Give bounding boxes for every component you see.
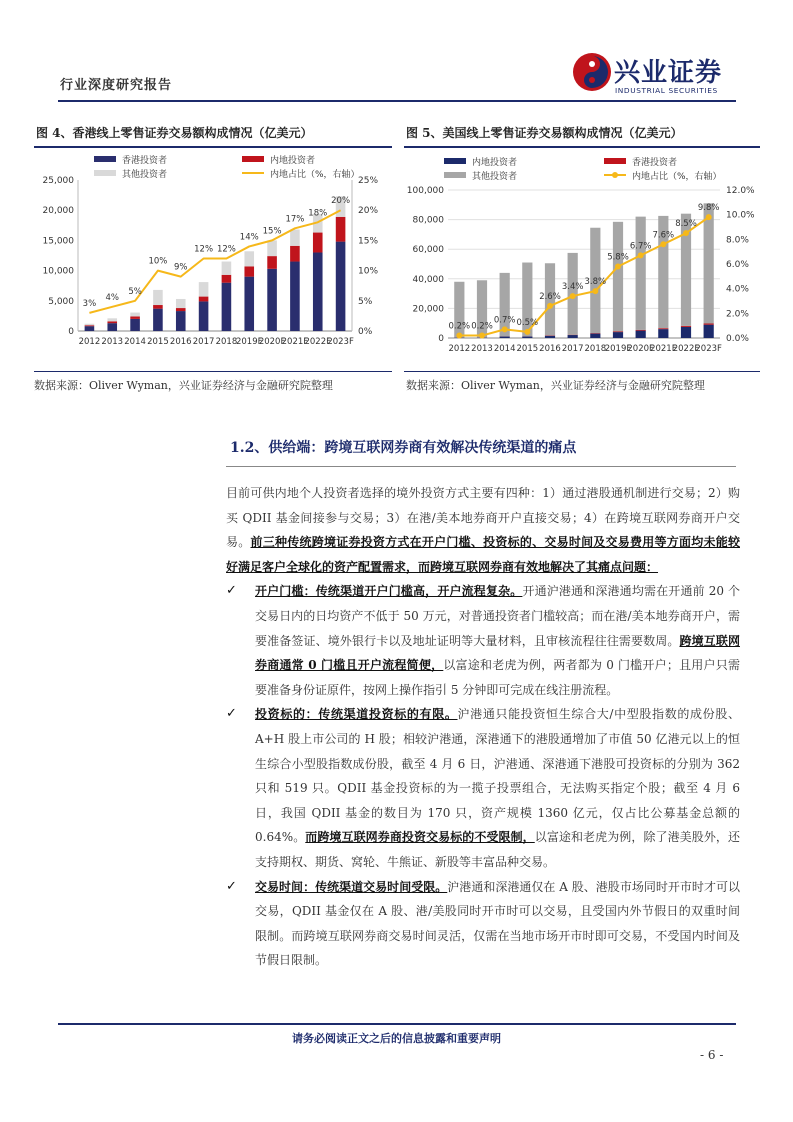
x-tick-label: 2021F — [281, 337, 309, 347]
x-tick-label: 2021F — [650, 344, 677, 354]
share-data-label: 10% — [148, 256, 168, 267]
y2-tick-label: 10.0% — [726, 210, 755, 221]
y2-tick-label: 15% — [358, 236, 379, 247]
intro-text: 目前可供内地个人投资者选择的境外投资方式主要有四种：1）通过港股通机制进行交易；2）购买 QDII 基金间接参与交易；3）在港/美本地券商开户直接交易；4）在跨境互联网券商开户交易。 — [226, 486, 740, 550]
bar-segment — [199, 282, 209, 296]
bar-segment — [290, 230, 300, 246]
share-point — [524, 329, 530, 335]
pain-point-list — [226, 579, 740, 973]
share-point — [638, 252, 644, 258]
legend-label: 其他投资者 — [472, 172, 518, 182]
bar-segment — [222, 262, 232, 275]
x-tick-label: 2022F — [304, 337, 332, 347]
bar-segment — [222, 275, 232, 283]
share-data-label: 14% — [239, 232, 259, 243]
figure4-source-rule — [34, 371, 392, 372]
y2-tick-label: 12.0% — [726, 186, 755, 196]
brand-name-en: INDUSTRIAL SECURITIES — [615, 86, 718, 95]
bullet-text: 开通沪港通和深港通均需在开通前 20 个交易日内的日均资产不低于 50 万元，对普通投资者门槛较高；而在港/美本地券商开户，需要准备签证、境外银行卡以及地址证明等大量材料，且审核流程往往需要数周。 — [255, 584, 740, 648]
legend-marker — [612, 172, 618, 178]
y2-tick-label: 25% — [358, 176, 379, 186]
y-tick-label: 40,000 — [412, 274, 444, 285]
bar-segment — [568, 335, 578, 338]
share-data-label: 15% — [262, 226, 282, 237]
bar-segment — [244, 277, 254, 331]
share-point — [706, 214, 712, 220]
bullet-text: 沪港通和深港通仅在 A 股、港股市场同时开市时才可以交易，QDII 基金仅在 A 股、港/美股同时开市时可以交易，且受国内外节假日的双重时间限制。而跨境互联网券商交易时间灵活，仅需在当地市场开市时即可交易，不受国内时间及节假日限制。 — [255, 879, 740, 968]
bar-segment — [336, 242, 346, 331]
x-tick-label: 2016 — [169, 337, 192, 347]
bullet-text: 以富途和老虎为例，除了港美股外，还支持期权、期货、窝轮、牛熊证、新股等丰富品种交易。 — [255, 830, 740, 869]
share-data-label: 5.8% — [607, 252, 629, 263]
bar-segment — [636, 331, 646, 338]
bar-segment — [658, 329, 668, 338]
x-tick-label: 2020F — [258, 337, 286, 347]
legend-swatch — [444, 172, 466, 178]
bar-segment — [613, 222, 623, 332]
brand-name: 兴业证券 — [614, 58, 723, 88]
share-data-label: 18% — [308, 208, 328, 219]
check-icon: ✓ — [226, 583, 237, 599]
share-point — [660, 241, 666, 247]
x-tick-label: 2023F — [327, 337, 354, 347]
bullet-emphasis: 跨境互联网券商通常 0 门槛且开户流程简便， — [255, 633, 740, 673]
y-tick-label: 20,000 — [42, 206, 74, 217]
bar-segment — [500, 337, 510, 338]
x-tick-label: 2019F — [235, 337, 263, 347]
figure4-source: 数据来源：Oliver Wyman，兴业证券经济与金融研究院整理 — [34, 379, 333, 392]
x-tick-label: 2015 — [516, 344, 539, 354]
bar-segment — [85, 326, 95, 331]
bar-segment — [681, 326, 691, 327]
y-tick-label: 10,000 — [42, 266, 74, 277]
x-tick-label: 2017 — [192, 337, 215, 347]
share-data-label: 3.8% — [584, 277, 607, 288]
share-point — [479, 333, 485, 339]
x-tick-label: 2012 — [448, 344, 471, 354]
x-tick-label: 2013 — [101, 337, 124, 347]
bar-segment — [636, 217, 646, 330]
figure4-chart — [34, 148, 394, 368]
y2-tick-label: 2.0% — [726, 309, 749, 320]
footer-disclaimer: 请务必阅读正文之后的信息披露和重要声明 — [292, 1032, 501, 1045]
footer-rule — [58, 1023, 736, 1025]
y-tick-label: 20,000 — [412, 304, 444, 315]
x-tick-label: 2016 — [539, 344, 561, 354]
y-tick-label: 80,000 — [412, 215, 444, 226]
legend-swatch — [94, 156, 116, 162]
intro-paragraph — [226, 481, 740, 579]
header-rule — [58, 100, 736, 102]
bar-segment — [153, 305, 163, 309]
share-point — [547, 303, 553, 309]
share-data-label: 2.6% — [539, 291, 561, 302]
x-tick-label: 2017 — [561, 344, 584, 354]
share-data-label: 3.4% — [561, 282, 584, 293]
legend-label: 内地投资者 — [472, 158, 518, 168]
share-data-label: 17% — [285, 214, 305, 225]
bullet-lead: 交易时间：传统渠道交易时间受限。 — [255, 879, 448, 894]
x-tick-label: 2012 — [78, 337, 101, 347]
list-item — [226, 579, 740, 702]
bar-segment — [681, 327, 691, 338]
bullet-emphasis: 而跨境互联网券商投资交易标的不受限制， — [305, 830, 535, 845]
section-rule — [226, 466, 736, 467]
bar-segment — [130, 319, 140, 331]
bar-segment — [85, 324, 95, 326]
legend-swatch — [242, 156, 264, 162]
bullet-lead: 开户门槛：传统渠道开户门槛高，开户流程复杂。 — [255, 584, 523, 599]
x-tick-label: 2020F — [627, 344, 654, 354]
bar-segment — [636, 330, 646, 331]
y2-tick-label: 5% — [358, 296, 373, 307]
legend-label: 内地投资者 — [270, 156, 316, 166]
legend-swatch — [94, 170, 116, 176]
x-tick-label: 2013 — [471, 344, 493, 354]
bar-segment — [290, 262, 300, 331]
bar-segment — [290, 246, 300, 262]
legend-swatch — [604, 158, 626, 164]
bar-segment — [176, 308, 186, 311]
section-body — [226, 481, 740, 973]
bar-segment — [222, 283, 232, 331]
legend-label: 其他投资者 — [122, 170, 168, 180]
legend-label: 香港投资者 — [122, 156, 168, 166]
bullet-text: 以富途和老虎为例，两者都为 0 门槛开户；且用户只需要准备身份证原件，按网上操作指引 5 分钟即可完成在线注册流程。 — [255, 658, 740, 697]
figure4-title: 图 4、香港线上零售证券交易额构成情况（亿美元） — [36, 126, 313, 140]
bar-segment — [704, 325, 714, 338]
bar-segment — [313, 233, 323, 253]
share-data-label: 0.2% — [471, 321, 493, 332]
share-data-label: 0.2% — [448, 321, 471, 332]
share-data-label: 8.5% — [675, 219, 697, 230]
y-tick-label: 0 — [438, 334, 444, 344]
bar-segment — [590, 334, 600, 338]
report-type: 行业深度研究报告 — [60, 78, 173, 93]
y2-tick-label: 10% — [358, 266, 379, 277]
check-icon: ✓ — [226, 706, 237, 722]
figure5-source: 数据来源：Oliver Wyman，兴业证券经济与金融研究院整理 — [406, 379, 705, 392]
y2-tick-label: 20% — [358, 206, 379, 217]
share-point — [456, 333, 462, 339]
legend-label: 内地占比（%，右轴） — [270, 170, 360, 180]
share-point — [570, 293, 576, 299]
share-data-label: 3% — [82, 298, 97, 309]
bar-segment — [85, 325, 95, 326]
y-tick-label: 60,000 — [412, 245, 444, 256]
y2-tick-label: 4.0% — [726, 284, 749, 295]
share-line — [89, 210, 340, 313]
share-data-label: 7.6% — [652, 230, 675, 241]
bar-segment — [313, 252, 323, 331]
bar-segment — [267, 240, 277, 256]
share-data-label: 0.7% — [493, 315, 516, 326]
figure5-title: 图 5、美国线上零售证券交易额构成情况（亿美元） — [406, 126, 683, 140]
bar-segment — [176, 311, 186, 331]
bar-segment — [522, 337, 532, 338]
share-point — [615, 263, 621, 269]
bar-segment — [658, 328, 668, 329]
list-item — [226, 702, 740, 874]
x-tick-label: 2014 — [493, 344, 516, 354]
bar-segment — [267, 256, 277, 269]
bar-segment — [176, 299, 186, 308]
y-tick-label: 5,000 — [48, 296, 74, 307]
section-title: 1.2、供给端：跨境互联网券商有效解决传统渠道的痛点 — [230, 440, 577, 456]
y2-tick-label: 0.0% — [726, 334, 749, 344]
y2-tick-label: 8.0% — [726, 235, 749, 246]
list-item — [226, 875, 740, 973]
bar-segment — [130, 313, 140, 317]
share-point — [592, 288, 598, 294]
bar-segment — [613, 332, 623, 338]
y-tick-label: 25,000 — [42, 176, 74, 186]
bar-segment — [545, 336, 555, 338]
figure5-source-rule — [404, 371, 760, 372]
y2-tick-label: 6.0% — [726, 260, 749, 270]
share-data-label: 9% — [174, 262, 188, 273]
bar-segment — [336, 217, 346, 242]
y2-tick-label: 0% — [358, 327, 373, 337]
intro-emphasis: 前三种传统跨境证券投资方式在开户门槛、投资标的、交易时间及交易费用等方面均未能较好满足客户全球化的资产配置需求，而跨境互联网券商有效地解决了其痛点问题： — [226, 535, 740, 574]
bar-segment — [153, 290, 163, 305]
bar-segment — [153, 309, 163, 331]
x-tick-label: 2018 — [215, 337, 238, 347]
bar-segment — [199, 297, 209, 302]
share-point — [683, 230, 689, 236]
bar-segment — [199, 301, 209, 331]
check-icon: ✓ — [226, 878, 237, 894]
bar-segment — [613, 331, 623, 332]
x-tick-label: 2018 — [584, 344, 607, 354]
legend-swatch — [444, 158, 466, 164]
share-data-label: 6.7% — [629, 241, 652, 252]
share-data-label: 12% — [194, 244, 214, 255]
x-tick-label: 2015 — [147, 337, 169, 347]
legend-label: 内地占比（%，右轴） — [632, 172, 722, 182]
x-tick-label: 2022F — [672, 344, 700, 354]
page-number: - 6 - — [700, 1048, 724, 1062]
bar-segment — [704, 323, 714, 324]
bar-segment — [244, 266, 254, 276]
y-tick-label: 0 — [68, 327, 74, 337]
share-data-label: 20% — [331, 196, 351, 207]
bar-segment — [107, 321, 117, 323]
bar-segment — [267, 269, 277, 331]
y-tick-label: 15,000 — [42, 236, 74, 247]
y-tick-label: 100,000 — [406, 186, 444, 196]
bullet-text: 沪港通只能投资恒生综合大/中型股指数的成份股、A+H 股上市公司的 H 股；相较沪港通，深港通下的港股通增加了市值 50 亿港元以上的恒生综合小型股指数成份股，截至 4 月 6 日，沪港通、深港通下港股可投资标的分别为 362 只和 519 只。QDII 基金投资标的为一揽子投票组合，无法购买指定个股；截至 4 月 6 日，我国 QDII 基金的数目为 170 只，资产规模 1360 亿元，仅占比公募基金总额的 0.64%。 — [255, 707, 740, 845]
bar-segment — [244, 251, 254, 266]
share-point — [502, 326, 508, 332]
x-tick-label: 2014 — [124, 337, 146, 347]
bullet-lead: 投资标的：传统渠道投资标的有限。 — [255, 707, 458, 722]
bar-segment — [704, 203, 714, 323]
share-data-label: 5% — [128, 286, 142, 297]
x-tick-label: 2023F — [695, 344, 722, 354]
brand-logo-icon — [570, 50, 614, 94]
x-tick-label: 2019F — [604, 344, 632, 354]
figure5-chart — [404, 148, 762, 368]
share-data-label: 4% — [105, 292, 119, 303]
share-data-label: 12% — [216, 244, 236, 255]
share-data-label: 9.8% — [697, 203, 720, 214]
bar-segment — [107, 323, 117, 331]
bar-segment — [107, 318, 117, 321]
bar-segment — [130, 317, 140, 319]
legend-label: 香港投资者 — [632, 158, 678, 168]
share-data-label: 0.5% — [516, 317, 539, 328]
